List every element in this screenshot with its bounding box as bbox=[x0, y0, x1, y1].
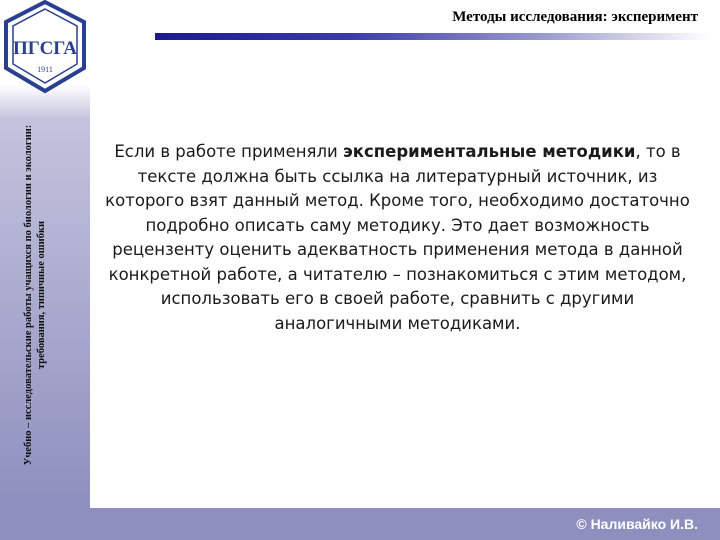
footer-copyright: © Наливайко И.В. bbox=[576, 516, 698, 532]
sidebar bbox=[0, 0, 90, 508]
sidebar-course-title bbox=[22, 85, 48, 505]
body-text-part-1: Если в работе применяли bbox=[114, 142, 343, 161]
header-accent-bar bbox=[155, 33, 710, 40]
slide-title: Методы исследования: эксперимент bbox=[452, 9, 698, 25]
footer-bar bbox=[0, 508, 720, 540]
svg-text:1911: 1911 bbox=[37, 65, 53, 74]
sidebar-title-line-2: требования, типичные ошибки bbox=[36, 220, 47, 370]
slide-body-text bbox=[100, 140, 695, 336]
institution-logo bbox=[0, 0, 90, 95]
sidebar-title-line-1: Учебно – исследовательские работы учащихся по биологии и экологии: bbox=[23, 124, 34, 466]
svg-text:ПГСГА: ПГСГА bbox=[12, 38, 78, 59]
body-text-part-2: , то в тексте должна быть ссылка на литературный источник, из которого взят данный метод. Кроме того, необходимо достаточно подробно описать саму методику. Это дает возможность рецензенту оценить адекватность применения метода в данной конкретной работе, а читателю – познакомиться с этим методом, использовать его в своей работе, сравнить с другими аналогичными методиками. bbox=[105, 142, 690, 333]
body-text-emphasis: экспериментальные методики bbox=[342, 142, 636, 161]
